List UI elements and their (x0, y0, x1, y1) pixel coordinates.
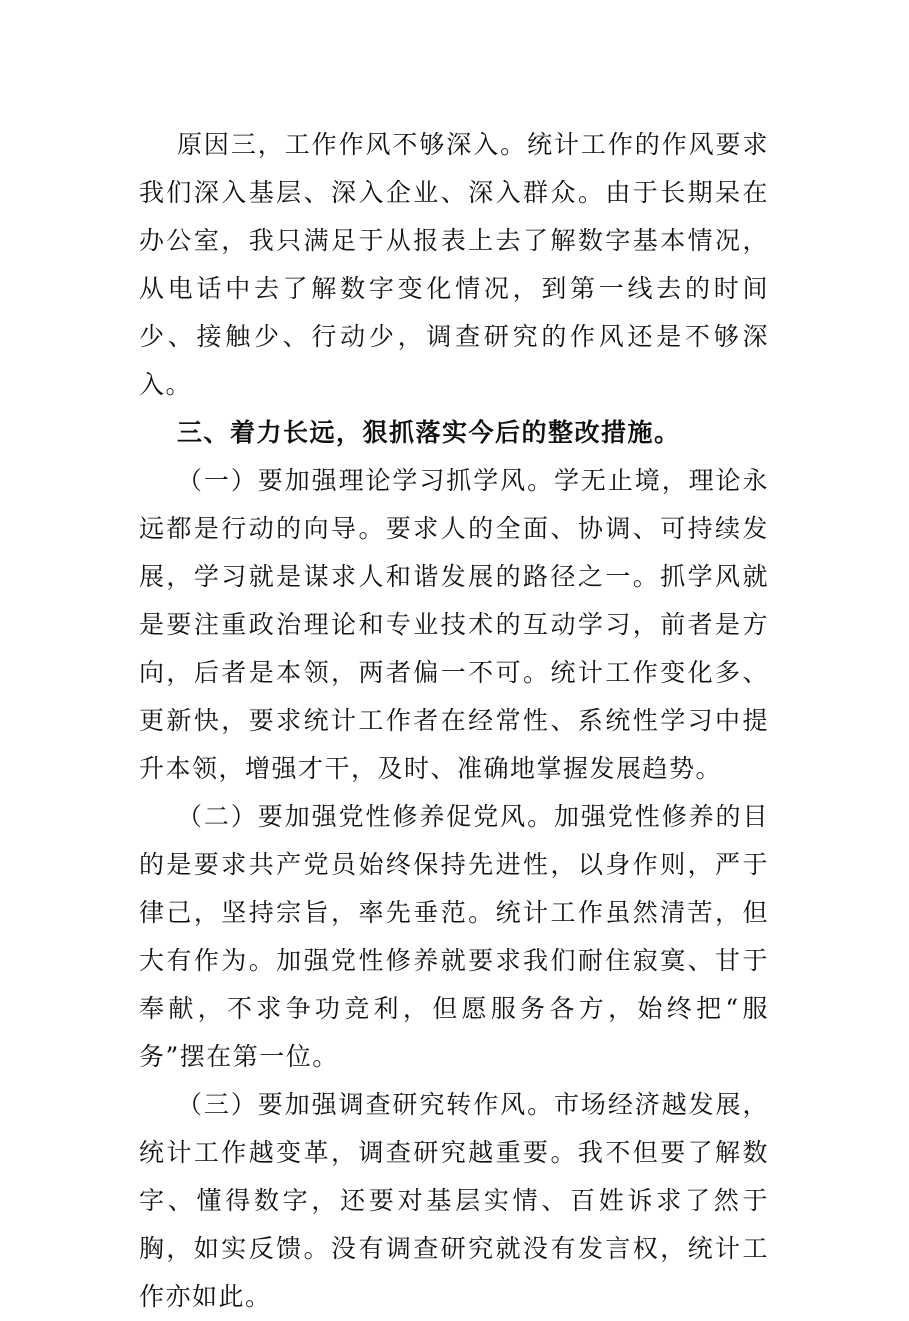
paragraph-measure-three-research: （三）要加强调查研究转作风。市场经济越发展，统计工作越变革，调查研究越重要。我不但要了解数字、懂得数字，还要对基层实情、百姓诉求了然于胸，如实反馈。没有调查研究就没有发言权，统计工作亦如此。 (139, 1090, 769, 1311)
section-heading-rectification-measures: 三、着力长远，狠抓落实今后的整改措施。 (177, 418, 681, 447)
document-body (139, 121, 769, 1321)
paragraph-reason-three: 原因三，工作作风不够深入。统计工作的作风要求我们深入基层、深入企业、深入群众。由于长期呆在办公室，我只满足于从报表上去了解数字基本情况，从电话中去了解数字变化情况，到第一线去的时间少、接触少、行动少，调查研究的作风还是不够深入。 (139, 130, 769, 399)
paragraph-measure-one-study: （一）要加强理论学习抓学风。学无止境，理论永远都是行动的向导。要求人的全面、协调、可持续发展，学习就是谋求人和谐发展的路径之一。抓学风就是要注重政治理论和专业技术的互动学习，前者是方向，后者是本领，两者偏一不可。统计工作变化多、更新快，要求统计工作者在经常性、系统性学习中提升本领，增强才干，及时、准确地掌握发展趋势。 (139, 466, 769, 783)
paragraph-measure-two-party-spirit: （二）要加强党性修养促党风。加强党性修养的目的是要求共产党员始终保持先进性，以身作则，严于律己，坚持宗旨，率先垂范。统计工作虽然清苦，但大有作为。加强党性修养就要求我们耐住寂寞、甘于奉献，不求争功竞利，但愿服务各方，始终把“服务”摆在第一位。 (139, 802, 769, 1071)
